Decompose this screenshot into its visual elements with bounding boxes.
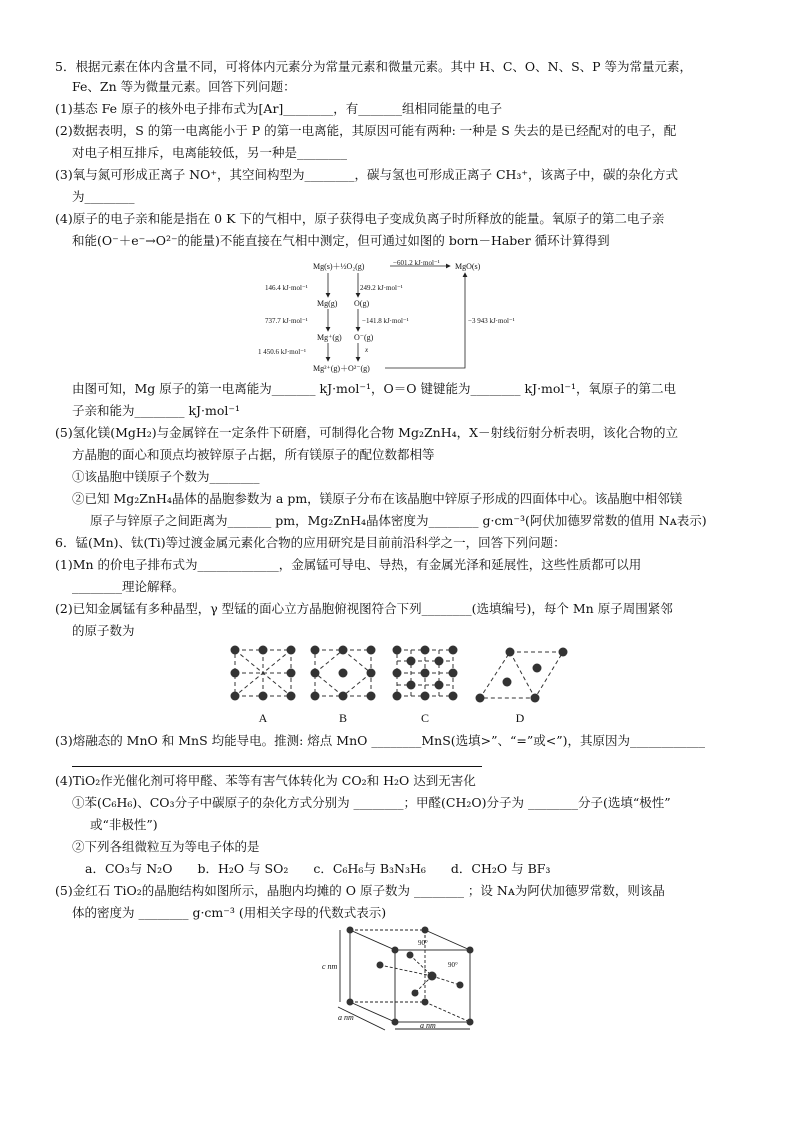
bh-top-right: MgO(s) (455, 262, 481, 271)
q6-part-4-choices: a．CO₃与 N₂O b．H₂O 与 SO₂ c．C₆H₆与 B₃N₃H₆ d．CH₂O 与 BF₃ (85, 861, 551, 876)
bh-mg-plus: Mg⁺(g) (317, 333, 342, 342)
bh-bottom: Mg²⁺(g)＋O²⁻(g) (313, 364, 370, 373)
bh-lattice-value: −3 943 kJ·mol⁻¹ (468, 317, 515, 325)
q5-intro-1: 5．根据元素在体内含量不同，可将体内元素分为常量元素和微量元素。其中 H、C、O、N、S、P 等为常量元素， (55, 59, 693, 74)
q6-part-4-sub-1-line-2: 或“非极性”) (90, 817, 158, 832)
bh-step3-value: 1 450.6 kJ·mol⁻¹ (258, 348, 306, 356)
q5-part-4-line-2: 和能(O⁻＋e⁻→O²⁻的能量)不能直接在气相中测定，但可通过如图的 born－Haber 循环计算得到 (72, 233, 610, 248)
rutile-a-left-label: a nm (338, 1013, 354, 1022)
bh-o-minus: O⁻(g) (354, 333, 374, 342)
q5-part-3-line-2: 为________ (72, 189, 135, 204)
q5-part-5-sub-1: ①该晶胞中镁原子个数为________ (72, 469, 260, 484)
bh-top-left: Mg(s)＋½O₂(g) (313, 262, 365, 271)
bh-o2-value: 249.2 kJ·mol⁻¹ (360, 284, 403, 292)
answer-line (72, 766, 482, 767)
q5-part-5-line-2: 方晶胞的面心和顶点均被锌原子占据，所有镁原子的配位数都相等 (72, 447, 435, 462)
q6-part-2-line-1: (2)已知金属锰有多种晶型，γ 型锰的面心立方晶胞俯视图符合下列________(选填编号)，每个 Mn 原子周围紧邻 (55, 601, 673, 616)
option-d-label: D (515, 711, 525, 725)
q6-part-4-sub-1-line-1: ①苯(C₆H₆)、CO₃分子中碳原子的杂化方式分别为 ________；甲醛(CH₂O)分子为 ________分子(选填“极性” (72, 795, 671, 810)
q5-part-2-line-1: (2)数据表明，S 的第一电离能小于 P 的第一电离能，其原因可能有两种: 一种是 S 失去的是已经配对的电子，配 (55, 123, 677, 138)
q5-part-5-sub-2-line-1: ②已知 Mg₂ZnH₄晶体的晶胞参数为 a pm，镁原子分布在该晶胞中锌原子形成的四面体中心。该晶胞中相邻镁 (72, 491, 683, 506)
option-c-label: C (420, 711, 430, 725)
q6-part-5-line-1: (5)金红石 TiO₂的晶胞结构如图所示，晶胞内均摊的 O 原子数为 ________ ；设 Nᴀ为阿伏加德罗常数，则该晶 (55, 883, 665, 898)
q6-intro: 6．锰(Mn)、钛(Ti)等过渡金属元素化合物的应用研究是目前前沿科学之一，回答下列问题： (55, 535, 566, 550)
option-b-label: B (338, 711, 348, 725)
bh-top-value: −601.2 kJ·mol⁻¹ (393, 259, 440, 267)
bh-o-g: O(g) (354, 299, 370, 308)
q5-part-5-line-1: (5)氢化镁(MgH₂)与金属锌在一定条件下研磨，可制得化合物 Mg₂ZnH₄，X－射线衍射分析表明，该化合物的立 (55, 425, 679, 440)
option-a-label: A (258, 711, 268, 725)
born-haber-cycle-diagram (250, 255, 550, 377)
q6-part-1-line-2: ________理论解释。 (72, 579, 185, 594)
q6-part-2-line-2: 的原子数为 (72, 623, 135, 638)
crystal-view-options (225, 640, 585, 730)
rutile-a-bottom-label: a nm (420, 1021, 436, 1030)
q5-part-4-line-3: 由图可知，Mg 原子的第一电离能为_______ kJ·mol⁻¹，O＝O 键键能为________ kJ·mol⁻¹，氧原子的第二电 (72, 381, 677, 396)
rutile-unit-cell-diagram (320, 925, 490, 1035)
q5-part-1: (1)基态 Fe 原子的核外电子排布式为[Ar]________，有_______组相同能量的电子 (55, 101, 503, 116)
rutile-angle-2: 90° (448, 961, 458, 969)
bh-mg-g: Mg(g) (317, 299, 338, 308)
q5-part-5-sub-2-line-2: 原子与锌原子之间距离为_______ pm，Mg₂ZnH₄晶体密度为________ g·cm⁻³(阿伏加德罗常数的值用 Nᴀ表示) (90, 513, 707, 528)
q5-intro-2: Fe、Zn 等为微量元素。回答下列问题： (72, 79, 296, 94)
q6-part-1-line-1: (1)Mn 的价电子排布式为_____________，金属锰可导电、导热，有金属光泽和延展性，这些性质都可以用 (55, 557, 642, 572)
q6-part-4: (4)TiO₂作光催化剂可将甲醛、苯等有害气体转化为 CO₂和 H₂O 达到无害化 (55, 773, 476, 788)
rutile-c-label: c nm (322, 962, 338, 971)
bh-step2-value: 737.7 kJ·mol⁻¹ (265, 317, 308, 325)
bh-x-label: x (365, 346, 369, 354)
q5-part-4-line-1: (4)原子的电子亲和能是指在 0 K 下的气相中，原子获得电子变成负离子时所释放的能量。氧原子的第二电子亲 (55, 211, 665, 226)
bh-step1-value: 146.4 kJ·mol⁻¹ (265, 284, 308, 292)
rutile-angle-1: 90° (418, 939, 428, 947)
q5-part-3-line-1: (3)氧与氮可形成正离子 NO⁺，其空间构型为________，碳与氢也可形成正离子 CH₃⁺，该离子中，碳的杂化方式 (55, 167, 679, 182)
q5-part-2-line-2: 对电子相互排斥，电离能较低，另一种是________ (72, 145, 348, 160)
bh-ea1-value: −141.8 kJ·mol⁻¹ (362, 317, 409, 325)
q5-part-4-line-4: 子亲和能为________ kJ·mol⁻¹ (72, 403, 241, 418)
q6-part-4-sub-2: ②下列各组微粒互为等电子体的是 (72, 839, 260, 854)
q6-part-3-line-1: (3)熔融态的 MnO 和 MnS 均能导电。推测: 熔点 MnO ________MnS(选填>”、“=”或<”)，其原因为____________ (55, 733, 705, 748)
q6-part-5-line-2: 体的密度为 ________ g·cm⁻³ (用相关字母的代数式表示) (72, 905, 387, 920)
